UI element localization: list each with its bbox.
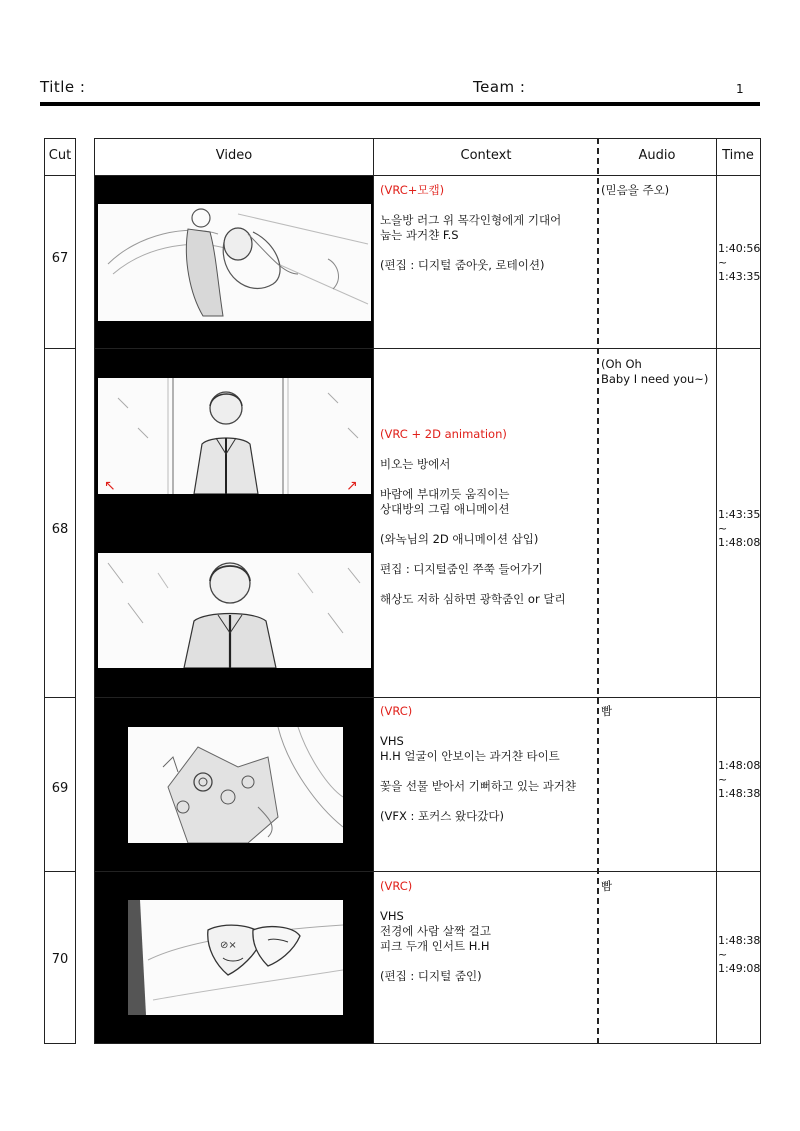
context-tag: (VRC) [380,879,413,893]
col-header-context: Context [460,148,512,163]
time-end: 1:43:35 [718,270,761,283]
context-line: (VFX : 포커스 왔다갔다) [380,809,504,823]
page-number: 1 [736,82,744,96]
cut-number: 67 [51,251,69,266]
context-line: 편집 : 디지털줌인 쭈쭉 들어가기 [380,562,543,576]
cut-number: 69 [51,781,69,796]
time-cell-69 [718,759,761,801]
time-start: 1:48:08 [718,759,761,772]
cut-divider-69 [44,871,76,872]
time-start: 1:40:56 [718,242,761,255]
time-start: 1:48:38 [718,934,761,947]
time-start: 1:43:35 [718,508,761,521]
context-tag: (VRC+모캡) [380,183,445,197]
context-line: 비오는 방에서 [380,457,451,471]
context-cell-70 [380,879,592,999]
audio-cell-68 [601,357,715,387]
arrow-icon: ↗ [346,478,358,494]
context-line: VHS [380,734,404,748]
context-cell-68 [380,427,592,622]
context-line: 해상도 저하 심하면 광학줌인 or 달리 [380,592,566,606]
storyboard-sketch-cut-68-a [98,378,371,494]
time-cell-67 [718,242,761,284]
divider-video-context [373,138,374,1044]
col-header-video: Video [215,148,253,163]
storyboard-sketch-cut-68-b [98,553,371,668]
time-cell-68 [718,508,761,550]
cut-header-divider [44,175,76,176]
audio-line: Baby I need you~) [601,372,709,386]
audio-cell-70: 빰 [601,879,613,893]
context-line: (편집 : 디지털 줌인) [380,969,482,983]
arrow-icon: ↖ [104,478,116,494]
col-header-time: Time [722,148,754,163]
time-sep: ~ [718,948,728,961]
storyboard-sketch-cut-70 [128,900,343,1015]
context-tag: (VRC + 2D animation) [380,427,507,441]
context-cell-67 [380,183,592,288]
context-line: 피크 두개 인서트 H.H [380,939,490,953]
team-label: Team : [473,78,526,96]
cut-column-frame [44,138,76,1044]
cut-divider-67 [44,348,76,349]
context-line: 바람에 부대끼듯 움직이는 [380,487,510,501]
context-line: 꽃을 선물 받아서 기뻐하고 있는 과거챤 [380,779,577,793]
context-line: (편집 : 디지털 줌아웃, 로테이션) [380,258,545,272]
cut-number: 68 [51,522,69,537]
storyboard-sketch-cut-67 [98,204,371,321]
header-rule [40,102,760,106]
divider-context-audio [597,138,599,1044]
time-sep: ~ [718,256,728,269]
time-end: 1:48:38 [718,787,761,800]
context-line: (와녹님의 2D 애니메이션 삽입) [380,532,539,546]
context-line: 노을방 러그 위 목각인형에게 기대어 [380,213,562,227]
time-cell-70 [718,934,761,976]
storyboard-sketch-cut-69 [128,727,343,843]
audio-line: (Oh Oh [601,357,642,371]
title-label: Title : [40,78,86,96]
divider-audio-time [716,138,717,1044]
context-tag: (VRC) [380,704,413,718]
time-end: 1:48:08 [718,536,761,549]
audio-cell-67: (믿음을 주오) [601,183,670,197]
time-sep: ~ [718,773,728,786]
context-line: H.H 얼굴이 안보이는 과거챤 타이트 [380,749,560,763]
context-cell-69 [380,704,592,839]
context-line: VHS [380,909,404,923]
audio-cell-69: 빰 [601,704,613,718]
svg-text:⊘×: ⊘× [220,940,237,951]
time-sep: ~ [718,522,728,535]
col-header-audio: Audio [638,148,676,163]
col-header-cut: Cut [48,148,72,163]
context-line: 눕는 과거챤 F.S [380,228,459,242]
context-line: 전경에 사람 살짝 걸고 [380,924,491,938]
context-line: 상대방의 그림 애니메이션 [380,502,510,516]
time-end: 1:49:08 [718,962,761,975]
cut-divider-68 [44,697,76,698]
cut-number: 70 [51,952,69,967]
